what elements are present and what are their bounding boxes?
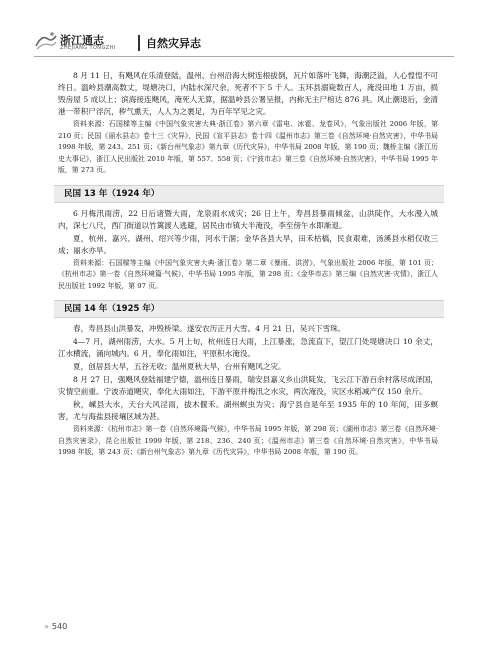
paragraph: 夏，杭州、嘉兴、湖州、绍兴等少雨，河水干涸；金华各县大旱，田禾枯槁，民食艰难，汤溪县水稻仅收三成；丽水亦旱。 (58, 233, 438, 255)
chevron-icon: » (44, 622, 49, 631)
header-rule (34, 56, 454, 57)
section-heading (58, 300, 438, 316)
section-heading (58, 185, 438, 201)
book-title: 自然灾异志 (146, 37, 201, 50)
paragraph: 8 月 27 日，强飓风登陆福建宁德，温州连日暴雨，瑞安县嘉义乡山洪陡发，飞云江下游百余村落尽成泽国，灾情空前重。宁波赤道飓灾，奉化大雨如注，下游平原并梅汛之水灾，两次淹没，灾区水稻减产仅 150 余斤。 (58, 375, 438, 396)
logo-icon (34, 30, 58, 52)
source-note: 资料来源：《杭州市志》第一卷《自然环境篇·气候》，中华书局 1995 年版，第 298 页；《湖州市志》第三卷《自然环境·自然灾害录》，昆仑出版社 1999 年版，第 218、236、240 页；《温州市志》第三卷《自然环境·自然灾害》，中华书局 1998 年版，第 243 页；《新台州气象志》第九章《历代灾异》，中华书局 2008 年版，第 190 页。 (58, 425, 438, 456)
header-divider (138, 35, 140, 51)
page-number: 540 (51, 622, 68, 631)
paragraph: 夏，创居县大旱，五谷无收；温州夏秋大旱，台州有飓风之灾。 (73, 362, 286, 371)
source-note: 资料来源：石国樑等主编《中国气象灾害大典·浙江卷》第二章《暴雨、洪涝》，气象出版社 2006 年版，第 101 页；《杭州市志》第一卷《自然环境篇·气候》，中华书局 1995 年版，第 298 页；《金华市志》第三编《自然灾害·灾情》，浙江人民出版社 1992 年版，第 97 页。 (58, 258, 438, 290)
paragraph: 6 月梅汛雨涝，22 日后诸暨大雨，龙泉雨水成灾；26 日上午，寿昌县暴雨倾盆，山洪陡作，大水漫入城内，深七八尺，西门街道以竹篱渡人逃避，居民由市镇大半淹没，李至傍午水即渐退。 (58, 208, 438, 230)
source-note: 资料来源：石国樑等主编《中国气象灾害大典·浙江卷》第六章《雷电、冰雹、龙卷风》，气象出版社 2006 年版，第 210 页；民国《丽水县志》卷十三《灾异》，民国《宣平县志》卷十四《温州市志》第三卷《自然环境·自然灾害》，中华书局 1998 年版，第 243、251 页；《新台州气象志》第九章《历代灾异》，中华书局 2008 年版，第 190 页；魏桥主编《浙江历史大事记》，浙江人民出版社 2010 年版，第 557、558 页；《宁波市志》第三卷《自然环境·自然灾害》，中华书局 1995 年版，第 273 页。 (58, 120, 438, 174)
logo-text: 浙江通志 (60, 34, 104, 47)
paragraph: 8 月 11 日，有飓风在乐清登陆，温州、台州沿海大树连根拔倒，瓦片如落叶飞舞，海潮泛溢，人心惶惶不可终日。温岭县潮高数丈，堤塘决口，内陆水深尺余，死者不下 5 千人。玉环县溺毙数百人，淹没田地 1 万亩，损毁房屋 5 成以上；滨海接连飓风，淹死人无算，据温岭县公署呈报，内称无主尸棺达 876 具。风止潮退后，金清港一带积尸浮沉，秽气熏天，人人为之裹足，为百年罕见之灾。 (58, 71, 438, 116)
paragraph: 秋，嵊县大水，天台大风淫雨，拔木偃禾。湖州螟虫为灾；海宁县自是年至 1935 年的 10 年间，田多螟害，尤与海盐县接壤区域为甚。 (58, 400, 438, 421)
page-content (58, 70, 438, 459)
logo-english: ZHEJIANG TONGZHI (60, 45, 116, 51)
page-footer (44, 622, 67, 631)
page-header (34, 30, 454, 56)
section-title: 民国 14 年（1925 年） (64, 304, 160, 314)
paragraph: 4—7 月，湖州雨涝，大水。5 月上旬，杭州连日大雨，上江暴涨，急流直下，望江门处堤塘决口 10 余丈，江水横流，涌向城内。6 月，奉化雨如注，平原积水淹没。 (58, 337, 438, 358)
paragraph: 春，寿昌县山洪暴发，冲毁桥梁。遂安农历正月大雪。4 月 21 日，吴兴下雪珠。 (73, 324, 346, 333)
section-title: 民国 13 年（1924 年） (64, 188, 160, 199)
